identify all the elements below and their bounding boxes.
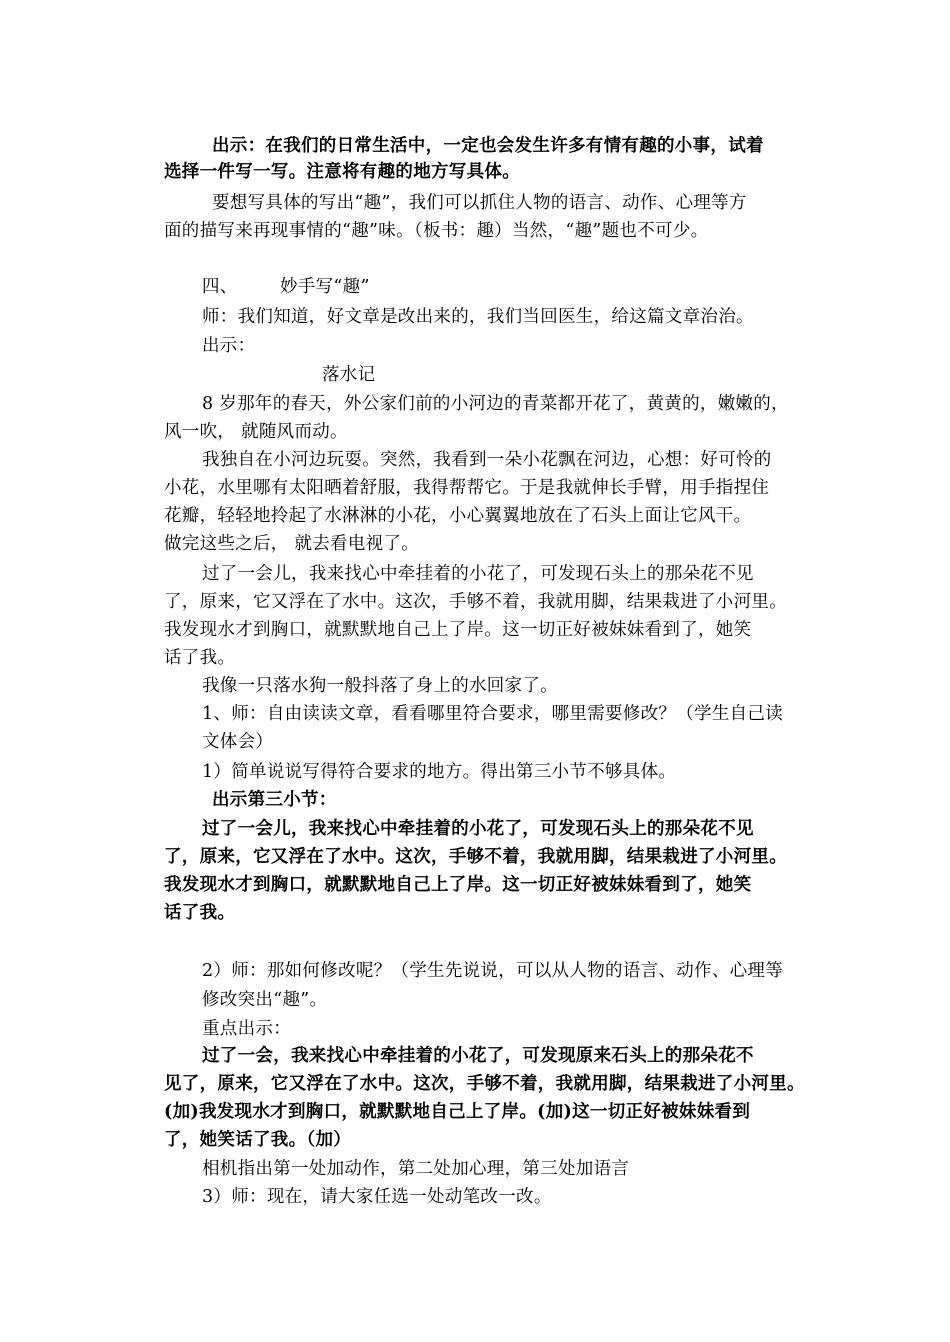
third-line-3: 我发现水才到胸口，就默默地自己上了岸。这一切正好被妹妹看到了，她笑 [164, 875, 752, 895]
third-line-2: 了，原来，它又浮在了水中。这次，手够不着，我就用脚，结果栽进了小河里。 [164, 847, 787, 867]
revised-line-3: (加)我发现水才到胸口，就默默地自己上了岸。(加)这一切正好被妹妹看到 [164, 1102, 751, 1122]
essay-p2-line-2: 小花，水里哪有太阳晒着舒服，我得帮帮它。于是我就伸长手臂，用手指捏住 [164, 478, 770, 498]
revised-line-2: 见了，原来，它又浮在了水中。这次，手够不着，我就用脚，结果栽进了小河里。 [164, 1074, 805, 1094]
essay-p3-line-4: 话了我。 [164, 648, 236, 668]
step1-line-2: 文体会） [202, 732, 274, 752]
essay-p1-line-2: 风一吹， 就随风而动。 [164, 422, 348, 442]
intro-line-2: 面的描写来再现事情的“趣”味。（板书：趣）当然，“趣”题也不可少。 [164, 221, 709, 241]
essay-p3-line-1: 过了一会儿，我来找心中牵挂着的小花了，可发现石头上的那朵花不见 [202, 564, 754, 584]
teacher-intro: 师：我们知道，好文章是改出来的，我们当回医生，给这篇文章治治。 [202, 307, 754, 327]
prompt-line-1: 出示：在我们的日常生活中，一定也会发生许多有情有趣的小事，试着 [212, 136, 764, 156]
step2-line-2: 修改突出“趣”。 [202, 990, 328, 1010]
show-third-label: 出示第三小节： [212, 790, 337, 810]
revised-line-1: 过了一会，我来找心中牵挂着的小花了，可发现原来石头上的那朵花不 [202, 1046, 754, 1066]
section-title: 妙手写“趣” [280, 277, 370, 297]
step1-sub: 1）简单说说写得符合要求的地方。得出第三小节不够具体。 [202, 762, 677, 782]
essay-p2-line-1: 我独自在小河边玩耍。突然，我看到一朵小花飘在河边，心想：好可怜的 [202, 450, 772, 470]
essay-p2-line-3: 花瓣，轻轻地拎起了水淋淋的小花，小心翼翼地放在了石头上面让它风干。 [164, 506, 752, 526]
step1-line-1: 1、师：自由读读文章，看看哪里符合要求，哪里需要修改？（学生自己读 [202, 704, 784, 724]
essay-p2-line-4: 做完这些之后， 就去看电视了。 [164, 534, 420, 554]
essay-p3-line-2: 了，原来，它又浮在了水中。这次，手够不着，我就用脚，结果栽进了小河里。 [164, 592, 787, 612]
step3: 3）师：现在，请大家任选一处动笔改一改。 [202, 1187, 552, 1207]
section-number: 四、 [202, 277, 238, 297]
step2-line-1: 2）师：那如何修改呢？（学生先说说，可以从人物的语言、动作、心理等 [202, 961, 784, 981]
essay-p4: 我像一只落水狗一般抖落了身上的水回家了。 [202, 676, 558, 696]
third-line-1: 过了一会儿，我来找心中牵挂着的小花了，可发现石头上的那朵花不见 [202, 819, 754, 839]
prompt-line-2: 选择一件写一写。注意将有趣的地方写具体。 [164, 162, 520, 182]
show-label: 出示： [202, 336, 256, 356]
revised-line-4: 了，她笑话了我。（加） [164, 1130, 352, 1150]
note: 相机指出第一处加动作，第二处加心理，第三处加语言 [202, 1159, 630, 1179]
essay-title: 落水记 [322, 365, 376, 385]
intro-line-1: 要想写具体的写出“趣”，我们可以抓住人物的语言、动作、心理等方 [212, 193, 747, 213]
key-show-label: 重点出示： [202, 1019, 291, 1039]
essay-p1-line-1: 8 岁那年的春天，外公家们前的小河边的青菜都开花了，黄黄的，嫩嫩的， [202, 394, 789, 414]
essay-p3-line-3: 我发现水才到胸口，就默默地自己上了岸。这一切正好被妹妹看到了，她笑 [164, 620, 752, 640]
third-line-4: 话了我。 [164, 903, 236, 923]
